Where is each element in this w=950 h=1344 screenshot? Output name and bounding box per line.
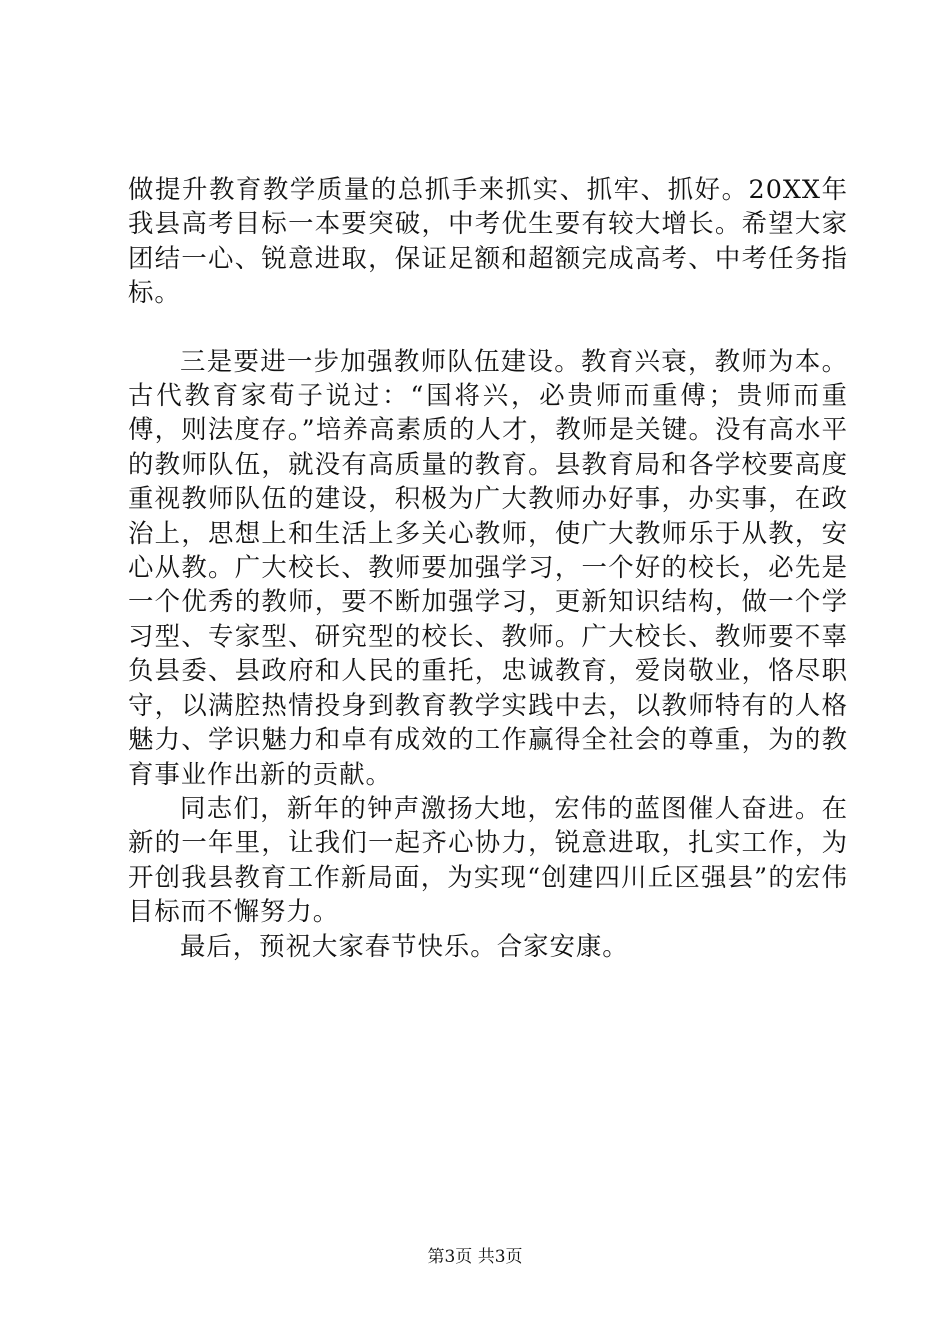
paragraph-comrades: 同志们，新年的钟声激扬大地，宏伟的蓝图催人奋进。在新的一年里，让我们一起齐心协力，锐意进取，扎实工作，为开创我县教育工作新局面，为实现“创建四川丘区强县”的宏伟目标而不懈努力。 xyxy=(128,792,848,927)
paragraph-closing-wishes: 最后，预祝大家春节快乐。合家安康。 xyxy=(180,930,629,961)
paragraph-continuation: 做提升教育教学质量的总抓手来抓实、抓牢、抓好。20XX年我县高考目标一本要突破，中考优生要有较大增长。希望大家团结一心、锐意进取，保证足额和超额完成高考、中考任务指标。 xyxy=(128,174,848,308)
page-number-label: 第3页 共3页 xyxy=(427,1247,523,1267)
paragraph-teacher-team: 三是要进一步加强教师队伍建设。教育兴衰，教师为本。古代教育家荀子说过：“国将兴，必贵师而重傅；贵师而重傅，则法度存。”培养高素质的人才，教师是关键。没有高水平的教师队伍，就没有高质量的教育。县教育局和各学校要高度重视教师队伍的建设，积极为广大教师办好事，办实事，在政治上，思想上和生活上多关心教师，使广大教师乐于从教，安心从教。广大校长、教师要加强学习，一个好的校长，必先是一个优秀的教师，要不断加强学习，更新知识结构，做一个学习型、专家型、研究型的校长、教师。广大校长、教师要不辜负县委、县政府和人民的重托，忠诚教育，爱岗敬业，恪尽职守，以满腔热情投身到教育教学实践中去，以教师特有的人格魅力、学识魅力和卓有成效的工作赢得全社会的尊重，为的教育事业作出新的贡献。 xyxy=(128,345,848,789)
page-footer xyxy=(0,1242,950,1267)
document-body xyxy=(128,172,848,963)
